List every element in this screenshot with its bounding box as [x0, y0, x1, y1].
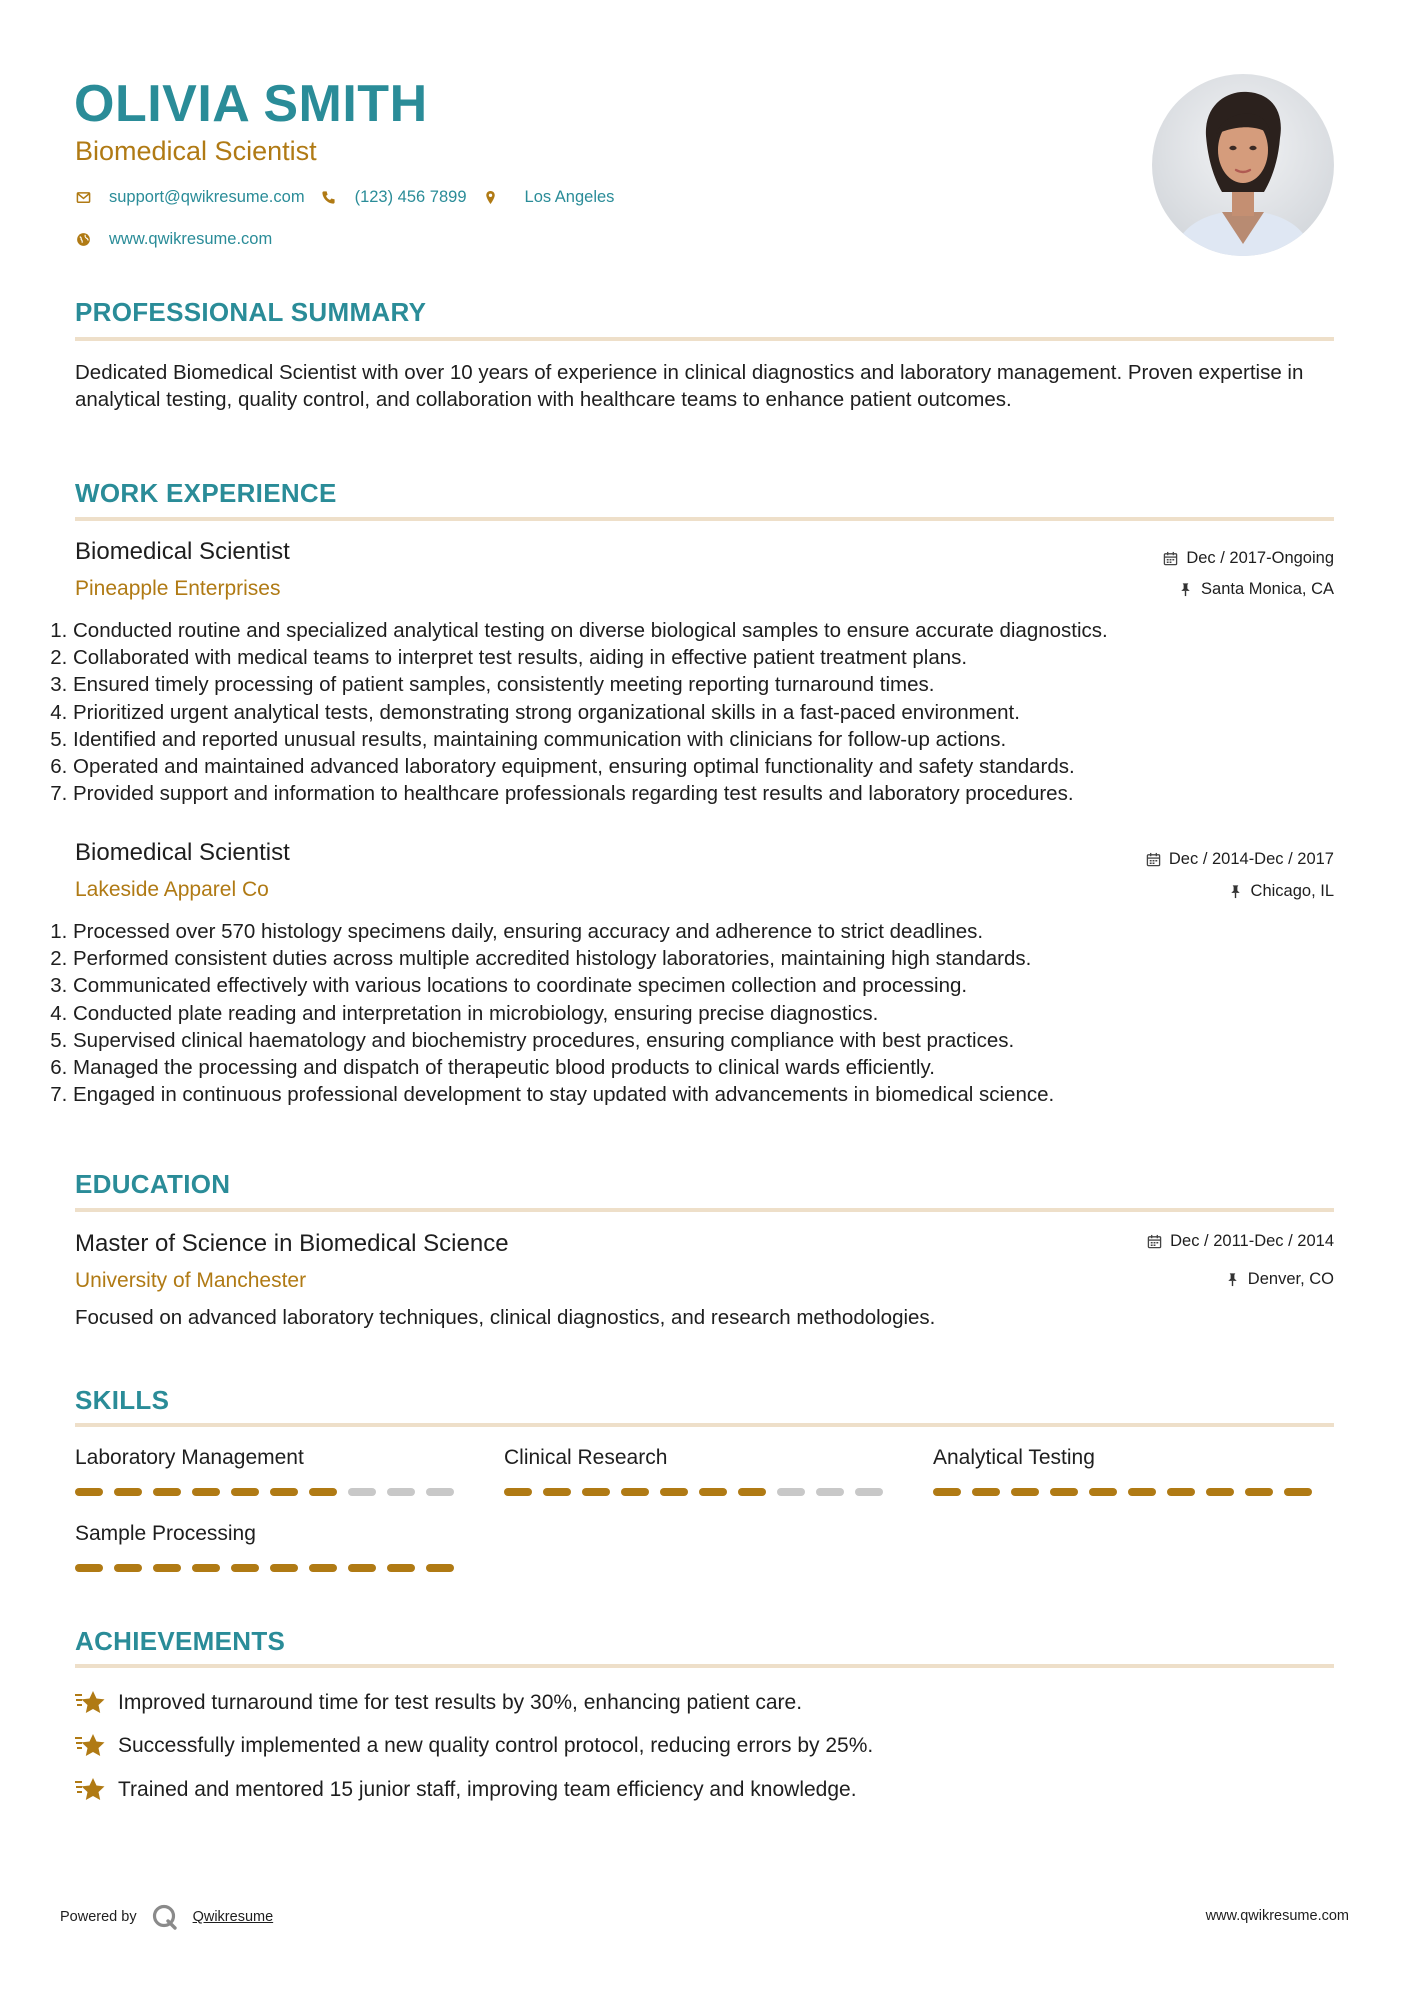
education-divider	[75, 1208, 1334, 1212]
skill-clinical-research	[504, 1444, 883, 1496]
summary-heading: PROFESSIONAL SUMMARY	[75, 297, 427, 327]
powered-by-label: Powered by	[60, 1909, 137, 1925]
experience-divider	[75, 517, 1334, 521]
skill-dash-filled	[231, 1564, 259, 1572]
education-location-text: Denver, CO	[1247, 1270, 1334, 1288]
pushpin-icon	[1228, 884, 1243, 899]
achievement-item	[74, 1775, 857, 1805]
list-item: 7. Provided support and information to healthcare professionals regarding test results and laboratory procedures.	[73, 780, 1355, 807]
job-1-location-text: Santa Monica, CA	[1201, 580, 1334, 598]
phone-number[interactable]: (123) 456 7899	[354, 188, 467, 206]
globe-icon	[75, 231, 91, 247]
skill-dash-filled	[231, 1488, 259, 1496]
skill-dash-filled	[972, 1488, 1000, 1496]
footer-powered-by	[60, 1903, 273, 1931]
education-heading: EDUCATION	[75, 1169, 231, 1199]
list-item: 6. Operated and maintained advanced laboratory equipment, ensuring optimal functionality and safety standards.	[73, 753, 1355, 780]
location-text: Los Angeles	[524, 188, 615, 206]
summary-divider	[75, 337, 1334, 341]
list-item: 4. Conducted plate reading and interpretation in microbiology, ensuring precise diagnostics.	[73, 1000, 1355, 1027]
skill-dash-filled	[1050, 1488, 1078, 1496]
skill-dash-filled	[933, 1488, 961, 1496]
calendar-icon	[1147, 1234, 1162, 1249]
skill-laboratory-management	[75, 1444, 454, 1496]
skill-dash-filled	[270, 1564, 298, 1572]
contact-row-1	[75, 186, 614, 208]
skill-dash-filled	[660, 1488, 688, 1496]
achievements-heading: ACHIEVEMENTS	[75, 1626, 286, 1656]
job-1-role: Biomedical Scientist	[75, 538, 290, 565]
education-school: University of Manchester	[75, 1269, 307, 1292]
skill-dash-empty	[387, 1488, 415, 1496]
candidate-name: OLIVIA SMITH	[74, 75, 428, 133]
summary-text: Dedicated Biomedical Scientist with over 10 years of experience in clinical diagnostics and laboratory management. Proven expertise in analytical testing, quality control, and collaboration with healthcare teams to enhance patient outcomes.	[75, 361, 1304, 411]
list-item: 4. Prioritized urgent analytical tests, demonstrating strong organizational skills in a fast-paced environment.	[73, 699, 1355, 726]
list-item: 1. Conducted routine and specialized analytical testing on diverse biological samples to ensure accurate diagnostics.	[73, 617, 1355, 644]
job-1-location	[1178, 578, 1334, 600]
map-pin-icon	[483, 189, 499, 205]
list-item: 6. Managed the processing and dispatch of therapeutic blood products to clinical wards efficiently.	[73, 1054, 1355, 1081]
profile-photo	[1152, 74, 1334, 256]
job-2-role: Biomedical Scientist	[75, 839, 290, 866]
skill-rating	[504, 1488, 883, 1496]
list-item: 2. Collaborated with medical teams to interpret test results, aiding in effective patient treatment plans.	[73, 644, 1355, 671]
contact-row-2	[75, 228, 272, 250]
education-description: Focused on advanced laboratory techniques, clinical diagnostics, and research methodologies.	[75, 1306, 936, 1329]
skill-dash-filled	[1128, 1488, 1156, 1496]
calendar-icon	[1163, 551, 1178, 566]
job-2-location-text: Chicago, IL	[1250, 882, 1334, 900]
list-item: 2. Performed consistent duties across multiple accredited histology laboratories, maintaining high standards.	[73, 945, 1355, 972]
skill-dash-filled	[1206, 1488, 1234, 1496]
skill-dash-filled	[504, 1488, 532, 1496]
skill-dash-filled	[270, 1488, 298, 1496]
skills-heading: SKILLS	[75, 1385, 170, 1415]
list-item: 5. Supervised clinical haematology and biochemistry procedures, ensuring compliance with best practices.	[73, 1027, 1355, 1054]
skill-label: Clinical Research	[504, 1446, 668, 1469]
skill-dash-filled	[192, 1488, 220, 1496]
list-item: 3. Communicated effectively with various locations to coordinate specimen collection and processing.	[73, 972, 1355, 999]
list-item: 3. Ensured timely processing of patient samples, consistently meeting reporting turnaround times.	[73, 671, 1355, 698]
phone-icon	[321, 189, 337, 205]
envelope-icon	[75, 189, 91, 205]
job-1-dates-text: Dec / 2017-Ongoing	[1186, 549, 1334, 567]
qwikresume-logo-icon	[151, 1903, 179, 1931]
job-2-dates-text: Dec / 2014-Dec / 2017	[1168, 850, 1334, 868]
education-dates-text: Dec / 2011-Dec / 2014	[1170, 1232, 1334, 1250]
skill-dash-filled	[738, 1488, 766, 1496]
skill-dash-filled	[348, 1564, 376, 1572]
skill-dash-filled	[192, 1564, 220, 1572]
achievement-text: Successfully implemented a new quality control protocol, reducing errors by 25%.	[118, 1734, 874, 1757]
footer-url[interactable]: www.qwikresume.com	[1205, 1908, 1349, 1924]
email-link[interactable]: support@qwikresume.com	[109, 188, 305, 206]
job-2-bullets	[55, 918, 1355, 1108]
list-item: 5. Identified and reported unusual results, maintaining communication with clinicians for follow-up actions.	[73, 726, 1355, 753]
skill-rating	[75, 1488, 454, 1496]
skill-label: Laboratory Management	[75, 1446, 304, 1469]
skill-dash-filled	[153, 1564, 181, 1572]
achievement-item	[74, 1731, 873, 1761]
skill-dash-empty	[855, 1488, 883, 1496]
skill-dash-filled	[309, 1564, 337, 1572]
skill-dash-empty	[426, 1488, 454, 1496]
skill-dash-filled	[1245, 1488, 1273, 1496]
job-1-bullets	[55, 617, 1355, 807]
pushpin-icon	[1178, 582, 1193, 597]
skill-dash-filled	[75, 1564, 103, 1572]
skill-sample-processing	[75, 1520, 454, 1572]
education-degree: Master of Science in Biomedical Science	[75, 1230, 509, 1257]
education-location	[1225, 1268, 1334, 1290]
skill-dash-filled	[309, 1488, 337, 1496]
experience-heading: WORK EXPERIENCE	[75, 478, 337, 508]
skill-dash-filled	[1284, 1488, 1312, 1496]
star-icon	[74, 1775, 106, 1805]
skill-dash-filled	[1089, 1488, 1117, 1496]
skill-dash-filled	[426, 1564, 454, 1572]
skills-divider	[75, 1423, 1334, 1427]
list-item: 7. Engaged in continuous professional development to stay updated with advancements in biomedical science.	[73, 1081, 1355, 1108]
job-2-dates	[1146, 848, 1334, 870]
skill-dash-empty	[348, 1488, 376, 1496]
skill-dash-filled	[75, 1488, 103, 1496]
achievements-divider	[75, 1664, 1334, 1668]
candidate-title: Biomedical Scientist	[75, 136, 317, 166]
skill-dash-filled	[699, 1488, 727, 1496]
skill-dash-empty	[777, 1488, 805, 1496]
skill-label: Analytical Testing	[933, 1446, 1095, 1469]
star-icon	[74, 1688, 106, 1718]
skill-dash-filled	[114, 1488, 142, 1496]
achievement-text: Trained and mentored 15 junior staff, improving team efficiency and knowledge.	[118, 1778, 857, 1801]
job-1-company: Pineapple Enterprises	[75, 577, 281, 600]
skill-dash-empty	[816, 1488, 844, 1496]
star-icon	[74, 1731, 106, 1761]
pushpin-icon	[1225, 1272, 1240, 1287]
skill-dash-filled	[582, 1488, 610, 1496]
skill-label: Sample Processing	[75, 1522, 256, 1545]
skill-rating	[75, 1564, 454, 1572]
skill-dash-filled	[153, 1488, 181, 1496]
education-dates	[1147, 1230, 1334, 1252]
job-1-dates	[1163, 547, 1334, 569]
job-2-location	[1228, 880, 1334, 902]
achievement-item	[74, 1688, 802, 1718]
list-item: 1. Processed over 570 histology specimens daily, ensuring accuracy and adherence to strict deadlines.	[73, 918, 1355, 945]
website-link[interactable]: www.qwikresume.com	[109, 230, 273, 248]
calendar-icon	[1146, 852, 1161, 867]
skill-dash-filled	[1167, 1488, 1195, 1496]
job-2-company: Lakeside Apparel Co	[75, 878, 269, 901]
skill-analytical-testing	[933, 1444, 1312, 1496]
qwikresume-brand-link[interactable]: Qwikresume	[192, 1909, 274, 1925]
skill-dash-filled	[543, 1488, 571, 1496]
skill-dash-filled	[387, 1564, 415, 1572]
skill-dash-filled	[621, 1488, 649, 1496]
skill-dash-filled	[114, 1564, 142, 1572]
skill-rating	[933, 1488, 1312, 1496]
achievement-text: Improved turnaround time for test results by 30%, enhancing patient care.	[118, 1691, 803, 1714]
skill-dash-filled	[1011, 1488, 1039, 1496]
